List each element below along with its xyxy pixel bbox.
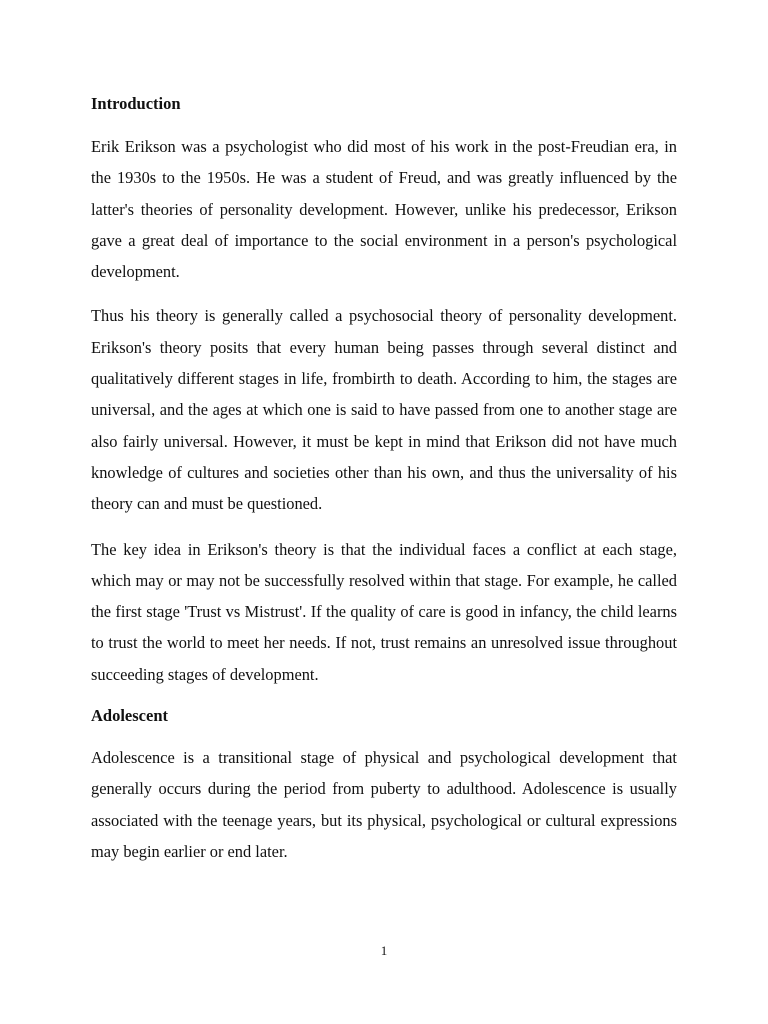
paragraph: Erik Erikson was a psychologist who did most of his work in the post-Freudian era, in the 1930s to the 1950s. He was a student of Freud, and was greatly influenced by the latter's theories of personality development. However, unlike his predecessor, Erikson gave a great deal of importance to the social environment in a person's psychological development. [91, 137, 677, 282]
paragraph: The key idea in Erikson's theory is that the individual faces a conflict at each stage, which may or may not be successfully resolved within that stage. For example, he called the first stage 'Trust vs Mistrust'. If the quality of care is good in infancy, the child learns to trust the world to meet her needs. If not, trust remains an unresolved issue throughout succeeding stages of development. [91, 539, 677, 684]
document-body [91, 93, 677, 867]
paragraph: Thus his theory is generally called a psychosocial theory of personality development. Erikson's theory posits that every human being passes through several distinct and qualitatively different stages in life, frombirth to death. According to him, the stages are universal, and the ages at which one is said to have passed from one to another stage are also fairly universal. However, it must be kept in mind that Erikson did not have much knowledge of cultures and societies other than his own, and thus the universality of his theory can and must be questioned. [91, 306, 677, 514]
paragraph: Adolescence is a transitional stage of physical and psychological development that generally occurs during the period from puberty to adulthood. Adolescence is usually associated with the teenage years, but its physical, psychological or cultural expressions may begin earlier or end later. [91, 748, 677, 861]
page-number: 1 [380, 943, 388, 958]
section-heading-introduction: Introduction [91, 94, 181, 113]
section-heading-adolescent: Adolescent [91, 706, 168, 726]
